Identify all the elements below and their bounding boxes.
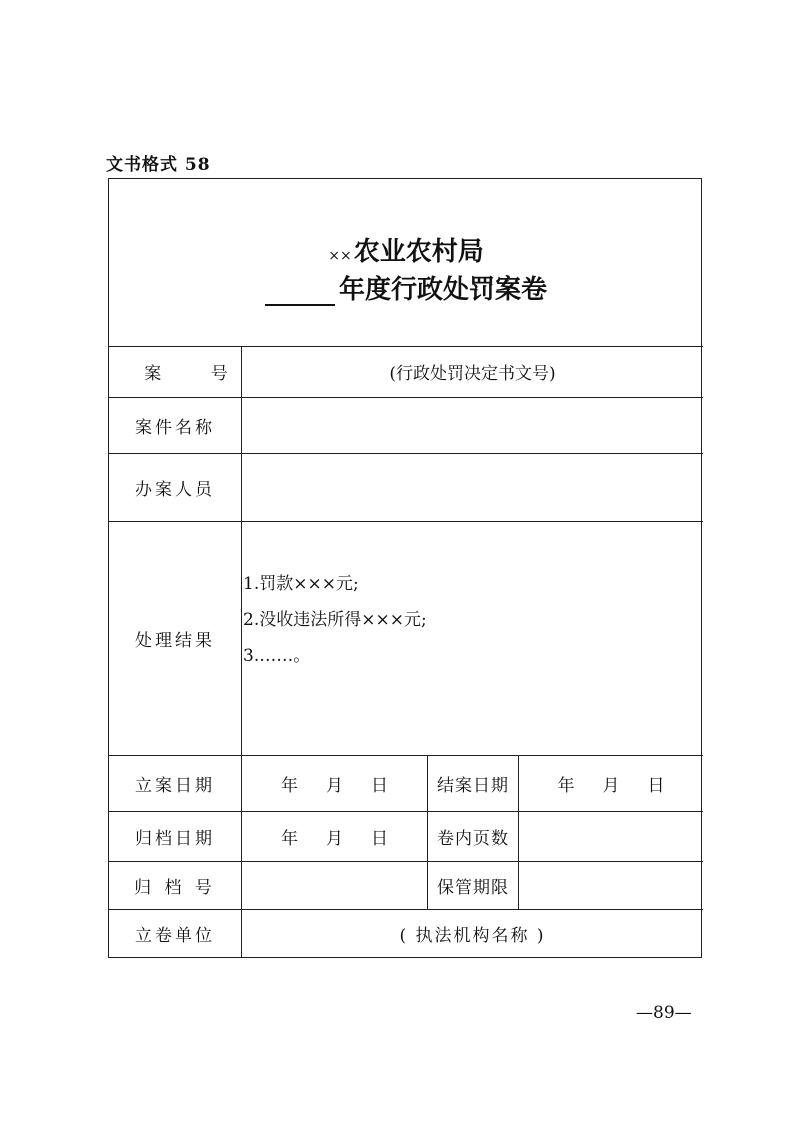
filing-unit-label: 立卷单位 <box>135 926 215 946</box>
agency-name: 农业农村局 <box>353 237 484 267</box>
case-name-label: 案件名称 <box>135 417 215 438</box>
handlers-value[interactable] <box>242 453 703 521</box>
case-file-cover-table <box>108 178 702 958</box>
page-count-value[interactable] <box>519 811 703 861</box>
archive-number-value[interactable] <box>242 861 427 909</box>
result-label: 处理结果 <box>135 630 215 651</box>
retention-period-value[interactable] <box>519 861 703 909</box>
placeholder-marks: ×× <box>328 248 352 264</box>
archive-date-label: 归档日期 <box>135 828 215 849</box>
archive-date-value[interactable] <box>242 811 427 861</box>
closing-date-value[interactable] <box>519 755 703 811</box>
result-line-3: 3.……。 <box>243 646 311 666</box>
year-unit: 年 <box>557 775 575 796</box>
day-unit: 日 <box>371 828 388 849</box>
filing-date-label: 立案日期 <box>135 775 215 796</box>
agency-title <box>109 231 703 268</box>
year-unit: 年 <box>281 775 298 796</box>
filing-unit-value[interactable]: ( 执法机构名称 ) <box>399 926 546 946</box>
day-unit: 日 <box>371 775 388 796</box>
case-number-label: 案 号 <box>144 364 250 384</box>
case-number-value[interactable]: (行政处罚决定书文号) <box>389 364 556 384</box>
document-title <box>109 269 703 306</box>
form-format-label: 文书格式 58 <box>106 155 211 175</box>
case-name-value[interactable] <box>242 397 703 453</box>
closing-date-label: 结案日期 <box>437 775 509 796</box>
month-unit: 月 <box>326 775 343 796</box>
month-unit: 月 <box>602 775 620 796</box>
month-unit: 月 <box>326 828 343 849</box>
day-unit: 日 <box>647 775 665 796</box>
page-number: —89— <box>636 1003 692 1023</box>
result-list[interactable] <box>243 566 693 674</box>
filing-date-value[interactable] <box>242 755 427 811</box>
result-line-2: 2.没收违法所得×××元; <box>243 610 427 630</box>
handlers-label: 办案人员 <box>135 479 215 500</box>
document-title-text: 年度行政处罚案卷 <box>338 275 547 305</box>
year-unit: 年 <box>281 828 298 849</box>
page-count-label: 卷内页数 <box>437 828 509 849</box>
result-line-1: 1.罚款×××元; <box>243 574 359 594</box>
year-blank[interactable] <box>265 280 335 306</box>
archive-number-label: 归 档 号 <box>134 877 216 898</box>
retention-period-label: 保管期限 <box>437 877 509 898</box>
